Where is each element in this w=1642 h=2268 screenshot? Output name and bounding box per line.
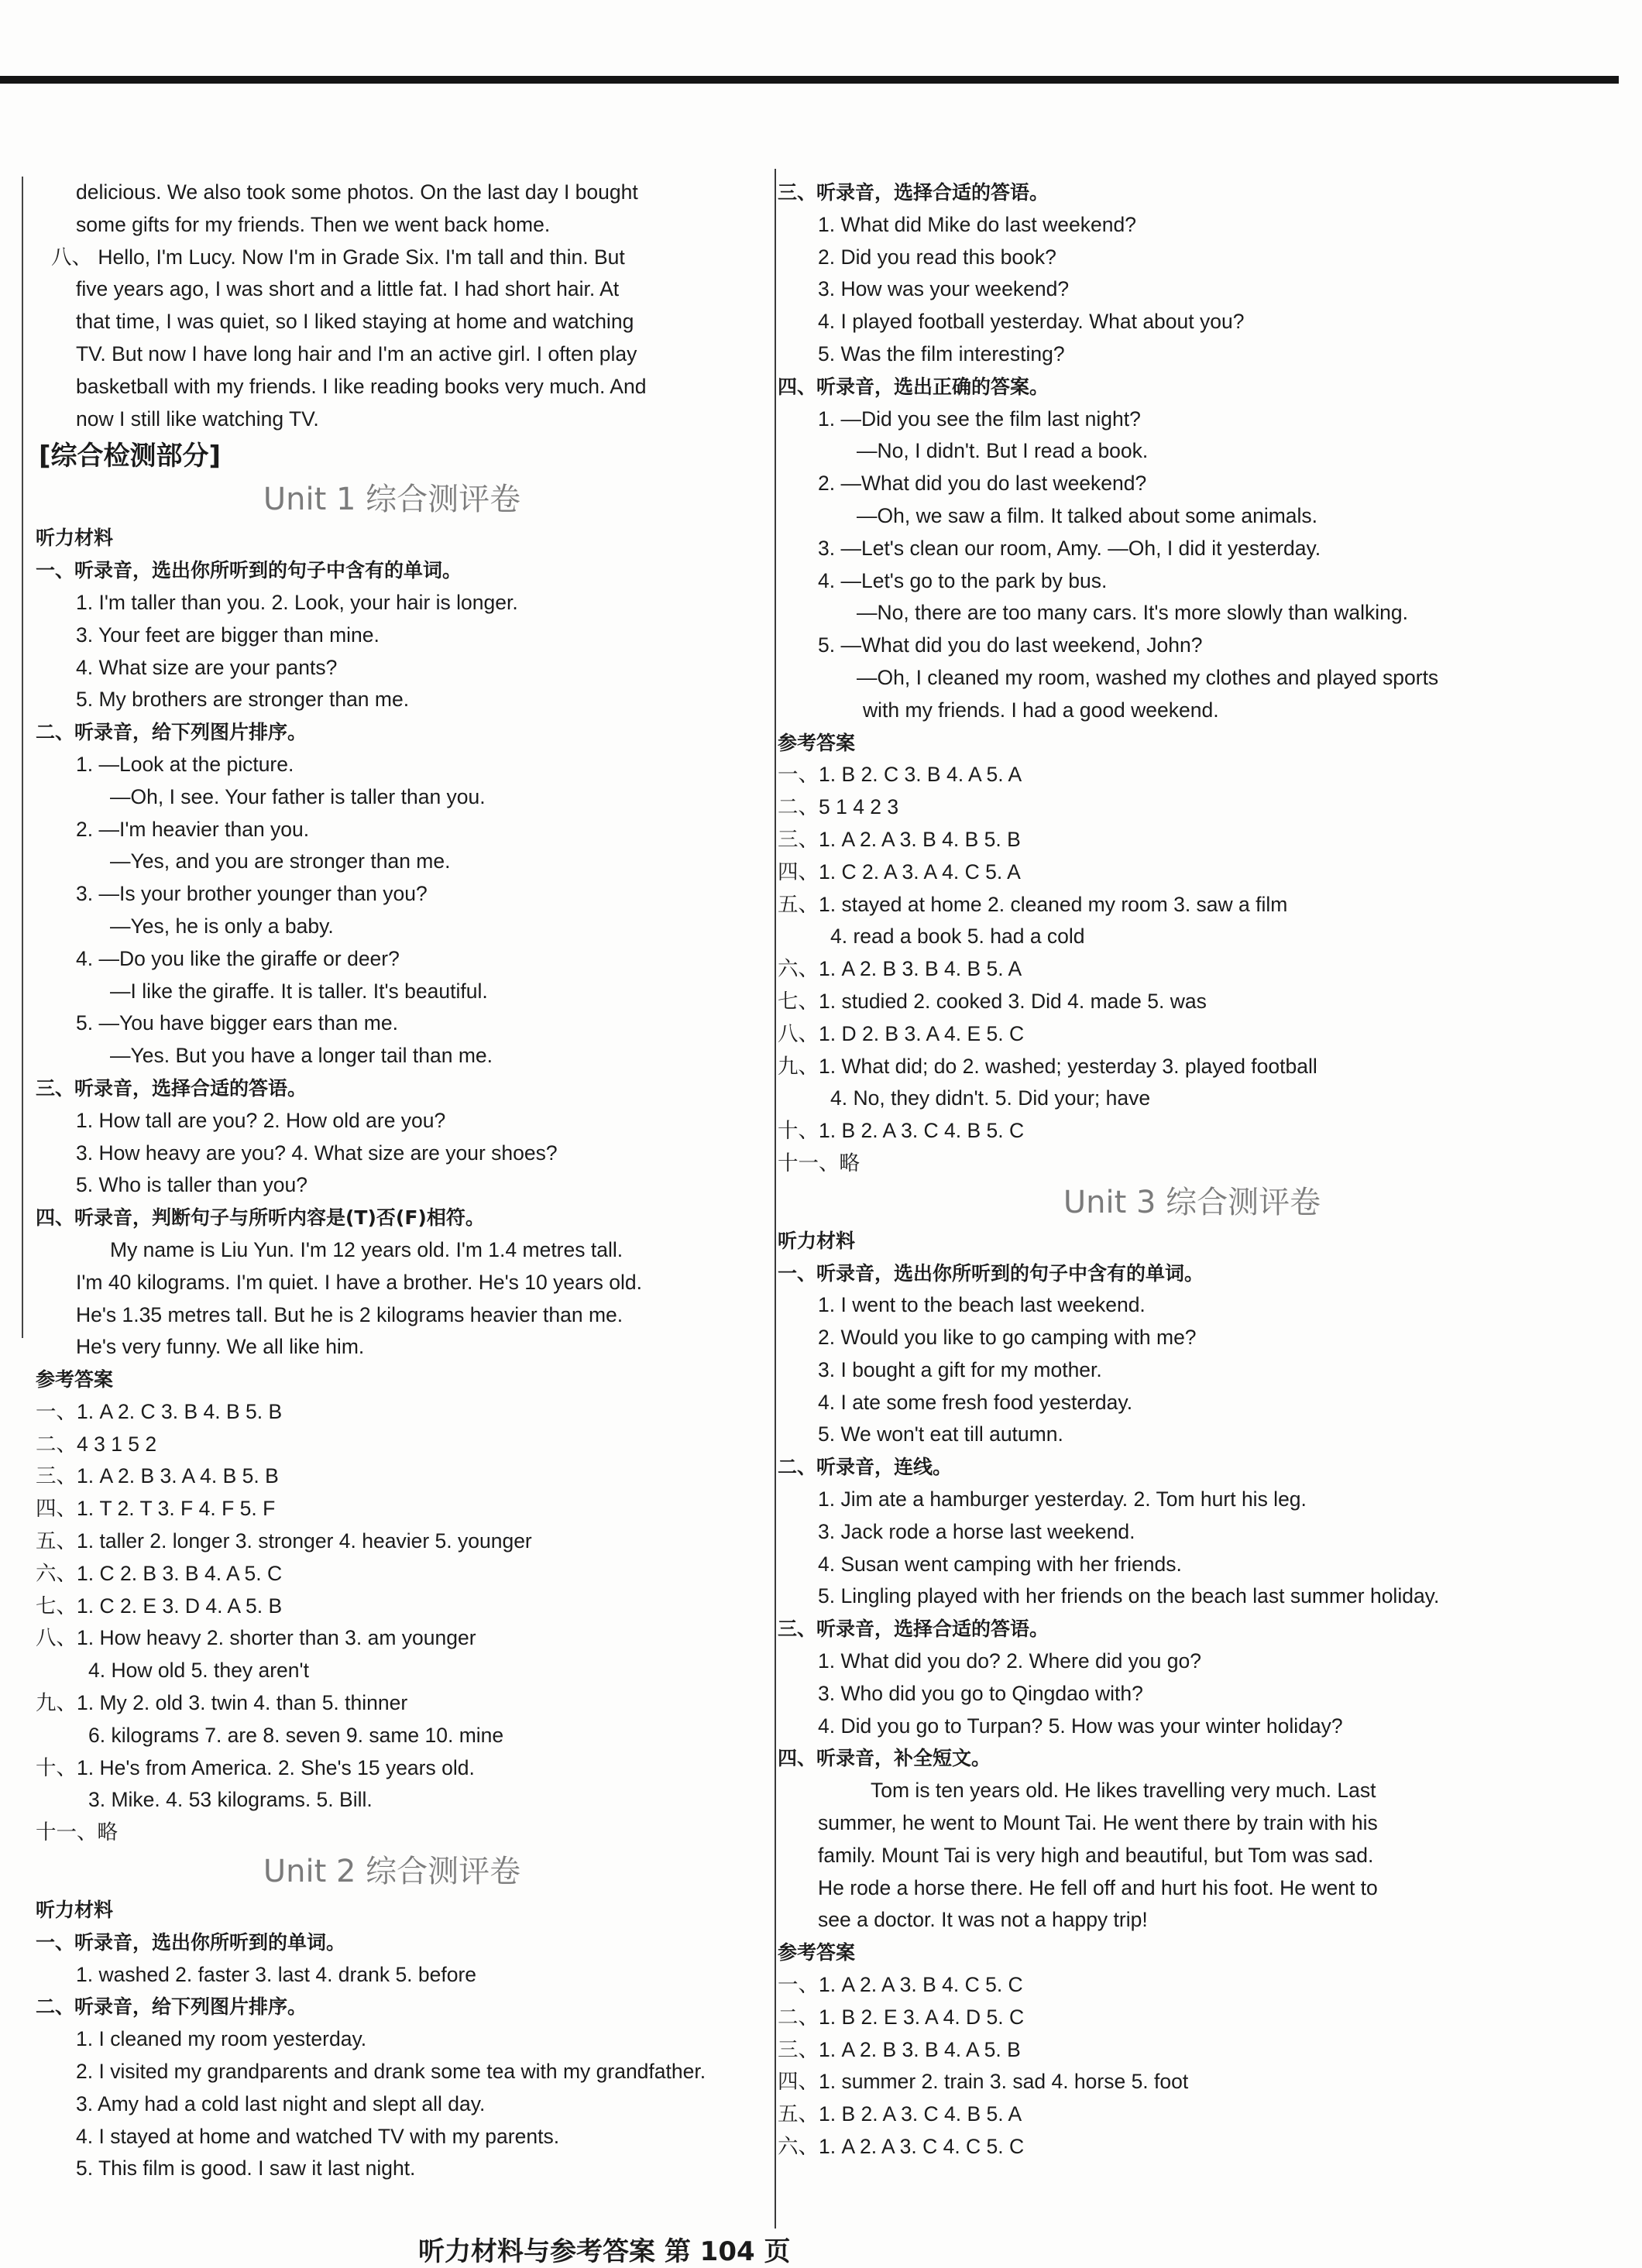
section-label: 一、听录音，选出你所听到的句子中含有的单词。 bbox=[778, 1261, 1204, 1285]
text-line: 4. read a book 5. had a cold bbox=[830, 925, 1085, 949]
column-divider bbox=[775, 169, 776, 2229]
unit-title: Unit 3 综合测评卷 bbox=[1063, 1184, 1321, 1220]
text-line: 5. Who is taller than you? bbox=[76, 1173, 308, 1197]
text-line: now I still like watching TV. bbox=[76, 407, 319, 431]
text-line: 5. My brothers are stronger than me. bbox=[76, 688, 410, 712]
text-line: —I like the giraffe. It is taller. It's beautiful. bbox=[110, 979, 488, 1003]
text-line: TV. But now I have long hair and I'm an active girl. I often play bbox=[76, 341, 637, 365]
section-label: 参考答案 bbox=[36, 1368, 114, 1391]
text-line: 3. Amy had a cold last night and slept all day. bbox=[76, 2091, 486, 2115]
text-line: He's 1.35 metres tall. But he is 2 kilograms heavier than me. bbox=[76, 1302, 623, 1326]
text-line: 1. How tall are you? 2. How old are you? bbox=[76, 1108, 446, 1132]
text-line: 3. —Is your brother younger than you? bbox=[76, 882, 428, 906]
text-line: 3. I bought a gift for my mother. bbox=[818, 1357, 1102, 1381]
text-line: 3. How heavy are you? 4. What size are your shoes? bbox=[76, 1141, 558, 1165]
text-line: 4. Did you go to Turpan? 5. How was your winter holiday? bbox=[818, 1714, 1343, 1738]
text-line: —Yes, and you are stronger than me. bbox=[110, 849, 451, 873]
text-line: 5. Was the film interesting? bbox=[818, 341, 1065, 365]
section-label: 一、听录音，选出你所听到的单词。 bbox=[36, 1930, 346, 1954]
text-line: 五、1. taller 2. longer 3. stronger 4. heavier 5. younger bbox=[36, 1529, 532, 1553]
text-line: 1. What did Mike do last weekend? bbox=[818, 212, 1136, 236]
section-label: 一、听录音，选出你所听到的句子中含有的单词。 bbox=[36, 559, 462, 582]
text-line: He rode a horse there. He fell off and hurt his foot. He went to bbox=[818, 1875, 1378, 1899]
text-line: basketball with my friends. I like reading books very much. And bbox=[76, 374, 647, 398]
text-line: with my friends. I had a good weekend. bbox=[863, 698, 1219, 722]
left-margin-rule bbox=[22, 177, 23, 1338]
text-line: 5. Lingling played with her friends on the beach last summer holiday. bbox=[818, 1584, 1440, 1608]
text-line: 2. —What did you do last weekend? bbox=[818, 472, 1147, 496]
text-line: five years ago, I was short and a little fat. I had short hair. At bbox=[76, 277, 620, 301]
text-line: see a doctor. It was not a happy trip! bbox=[818, 1908, 1148, 1932]
page-footer: 听力材料与参考答案 第 104 页 bbox=[418, 2236, 791, 2267]
section-label: 听力材料 bbox=[778, 1229, 856, 1252]
section-label: 三、听录音，选择合适的答语。 bbox=[778, 1618, 1049, 1641]
text-line: 2. Did you read this book? bbox=[818, 245, 1056, 269]
text-line: 三、1. A 2. B 3. B 4. A 5. B bbox=[778, 2037, 1021, 2061]
text-line: 十、1. B 2. A 3. C 4. B 5. C bbox=[778, 1119, 1025, 1143]
text-line: family. Mount Tai is very high and beautiful, but Tom was sad. bbox=[818, 1843, 1374, 1867]
section-label: 二、听录音，连线。 bbox=[778, 1456, 953, 1479]
text-line: 三、1. A 2. B 3. A 4. B 5. B bbox=[36, 1464, 279, 1488]
text-line: 4. How old 5. they aren't bbox=[88, 1659, 309, 1683]
text-line: 六、1. A 2. B 3. B 4. B 5. A bbox=[778, 957, 1022, 981]
unit-title: Unit 2 综合测评卷 bbox=[263, 1854, 521, 1890]
text-line: 八、 Hello, I'm Lucy. Now I'm in Grade Six. I'm tall and thin. But bbox=[51, 245, 625, 269]
text-line: 1. I'm taller than you. 2. Look, your hair is longer. bbox=[76, 590, 518, 614]
text-line: My name is Liu Yun. I'm 12 years old. I'm 1.4 metres tall. bbox=[110, 1237, 623, 1261]
text-line: 一、1. B 2. C 3. B 4. A 5. A bbox=[778, 763, 1022, 787]
text-line: 八、1. How heavy 2. shorter than 3. am younger bbox=[36, 1626, 476, 1650]
text-line: 十一、略 bbox=[36, 1820, 118, 1844]
text-line: —Oh, we saw a film. It talked about some animals. bbox=[857, 503, 1318, 527]
section-label: 三、听录音，选择合适的答语。 bbox=[36, 1076, 307, 1100]
text-line: 七、1. C 2. E 3. D 4. A 5. B bbox=[36, 1594, 283, 1618]
text-line: 5. This film is good. I saw it last night. bbox=[76, 2156, 416, 2181]
text-line: 3. —Let's clean our room, Amy. —Oh, I did it yesterday. bbox=[818, 536, 1321, 560]
text-line: 4. I stayed at home and watched TV with my parents. bbox=[76, 2124, 560, 2148]
text-line: 九、1. What did; do 2. washed; yesterday 3. played football bbox=[778, 1054, 1317, 1078]
text-line: 4. —Let's go to the park by bus. bbox=[818, 568, 1108, 592]
text-line: Tom is ten years old. He likes travelling very much. Last bbox=[871, 1779, 1376, 1803]
text-line: 1. —Did you see the film last night? bbox=[818, 407, 1141, 431]
section-label: 四、听录音，判断句子与所听内容是(T)否(F)相符。 bbox=[36, 1206, 485, 1230]
text-line: I'm 40 kilograms. I'm quiet. I have a brother. He's 10 years old. bbox=[76, 1270, 643, 1294]
text-line: 6. kilograms 7. are 8. seven 9. same 10. mine bbox=[88, 1723, 504, 1747]
text-line: some gifts for my friends. Then we went back home. bbox=[76, 212, 551, 236]
text-line: —Yes, he is only a baby. bbox=[110, 914, 334, 938]
text-line: 一、1. A 2. A 3. B 4. C 5. C bbox=[778, 1973, 1023, 1997]
section-label: 二、听录音，给下列图片排序。 bbox=[36, 721, 307, 744]
left-column bbox=[36, 177, 748, 2185]
text-line: 五、1. B 2. A 3. C 4. B 5. A bbox=[778, 2102, 1022, 2126]
section-label: 四、听录音，选出正确的答案。 bbox=[778, 375, 1049, 398]
text-line: that time, I was quiet, so I liked staying at home and watching bbox=[76, 310, 634, 334]
text-line: 九、1. My 2. old 3. twin 4. than 5. thinner bbox=[36, 1691, 408, 1715]
top-rule bbox=[0, 76, 1619, 84]
text-line: 四、1. T 2. T 3. F 4. F 5. F bbox=[36, 1497, 276, 1521]
text-line: delicious. We also took some photos. On the last day I bought bbox=[76, 180, 638, 204]
text-line: He's very funny. We all like him. bbox=[76, 1335, 365, 1359]
text-line: 3. Who did you go to Qingdao with? bbox=[818, 1681, 1143, 1705]
text-line: 1. Jim ate a hamburger yesterday. 2. Tom hurt his leg. bbox=[818, 1487, 1307, 1511]
text-line: 六、1. A 2. A 3. C 4. C 5. C bbox=[778, 2135, 1025, 2159]
section-heading: [综合检测部分] bbox=[39, 441, 222, 472]
right-column bbox=[778, 177, 1606, 2163]
text-line: 3. How was your weekend? bbox=[818, 277, 1070, 301]
text-line: 1. —Look at the picture. bbox=[76, 752, 294, 776]
section-label: 听力材料 bbox=[36, 1899, 114, 1922]
text-line: —Oh, I cleaned my room, washed my clothes and played sports bbox=[857, 665, 1439, 689]
text-line: 1. I cleaned my room yesterday. bbox=[76, 2027, 367, 2051]
section-label: 二、听录音，给下列图片排序。 bbox=[36, 1995, 307, 2019]
text-line: 五、1. stayed at home 2. cleaned my room 3. saw a film bbox=[778, 892, 1288, 916]
text-line: 1. washed 2. faster 3. last 4. drank 5. before bbox=[76, 1962, 477, 1986]
text-line: 三、1. A 2. A 3. B 4. B 5. B bbox=[778, 827, 1021, 851]
text-line: —Yes. But you have a longer tail than me. bbox=[110, 1044, 493, 1068]
text-line: 1. What did you do? 2. Where did you go? bbox=[818, 1649, 1201, 1673]
text-line: 十、1. He's from America. 2. She's 15 years old. bbox=[36, 1755, 475, 1779]
section-label: 参考答案 bbox=[778, 1941, 856, 1964]
text-line: 一、1. A 2. C 3. B 4. B 5. B bbox=[36, 1399, 283, 1423]
text-line: 六、1. C 2. B 3. B 4. A 5. C bbox=[36, 1561, 283, 1585]
text-line: 4. What size are your pants? bbox=[76, 655, 338, 679]
text-line: 4. —Do you like the giraffe or deer? bbox=[76, 946, 400, 970]
text-line: 二、5 1 4 2 3 bbox=[778, 795, 899, 819]
text-line: 四、1. C 2. A 3. A 4. C 5. A bbox=[778, 860, 1021, 884]
text-line: 十一、略 bbox=[778, 1151, 860, 1175]
text-line: 4. I ate some fresh food yesterday. bbox=[818, 1390, 1133, 1414]
text-line: 5. —You have bigger ears than me. bbox=[76, 1011, 398, 1035]
text-line: 3. Jack rode a horse last weekend. bbox=[818, 1519, 1135, 1543]
text-line: —No, I didn't. But I read a book. bbox=[857, 439, 1149, 463]
unit-title: Unit 1 综合测评卷 bbox=[263, 482, 521, 518]
text-line: 4. I played football yesterday. What about you? bbox=[818, 310, 1245, 334]
text-line: 4. No, they didn't. 5. Did your; have bbox=[830, 1086, 1151, 1110]
text-line: 八、1. D 2. B 3. A 4. E 5. C bbox=[778, 1021, 1025, 1045]
text-line: 2. Would you like to go camping with me? bbox=[818, 1326, 1197, 1350]
text-line: 3. Mike. 4. 53 kilograms. 5. Bill. bbox=[88, 1788, 373, 1812]
section-label: 四、听录音，补全短文。 bbox=[778, 1747, 991, 1770]
text-line: —Oh, I see. Your father is taller than you. bbox=[110, 784, 486, 808]
text-line: 5. We won't eat till autumn. bbox=[818, 1422, 1063, 1446]
text-line: summer, he went to Mount Tai. He went there by train with his bbox=[818, 1811, 1378, 1835]
text-line: 3. Your feet are bigger than mine. bbox=[76, 623, 380, 647]
text-line: 4. Susan went camping with her friends. bbox=[818, 1552, 1182, 1576]
text-line: 2. I visited my grandparents and drank some tea with my grandfather. bbox=[76, 2060, 706, 2084]
text-line: —No, there are too many cars. It's more slowly than walking. bbox=[857, 601, 1409, 625]
text-line: 二、4 3 1 5 2 bbox=[36, 1432, 157, 1456]
text-line: 2. —I'm heavier than you. bbox=[76, 817, 310, 841]
section-label: 参考答案 bbox=[778, 731, 856, 754]
section-label: 三、听录音，选择合适的答语。 bbox=[778, 181, 1049, 204]
section-heading-row bbox=[36, 435, 748, 477]
text-line: 四、1. summer 2. train 3. sad 4. horse 5. foot bbox=[778, 2070, 1189, 2094]
section-label: 听力材料 bbox=[36, 527, 114, 550]
text-line: 1. I went to the beach last weekend. bbox=[818, 1293, 1146, 1317]
text-line: 5. —What did you do last weekend, John? bbox=[818, 633, 1203, 657]
text-line: 七、1. studied 2. cooked 3. Did 4. made 5. was bbox=[778, 989, 1207, 1013]
text-line: 二、1. B 2. E 3. A 4. D 5. C bbox=[778, 2005, 1025, 2029]
